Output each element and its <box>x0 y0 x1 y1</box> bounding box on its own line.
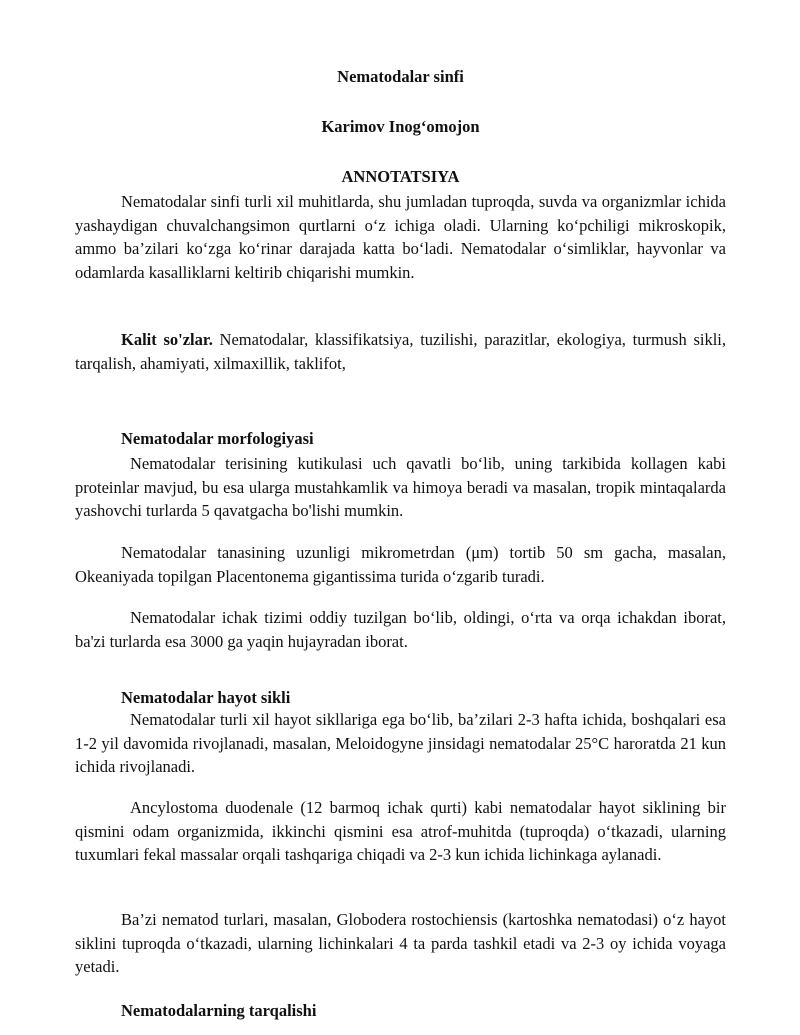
morphology-paragraph-2: Nematodalar tanasining uzunligi mikrometrdan (μm) tortib 50 sm gacha, masalan, Okeaniyada topilgan Placentonema gigantissima turida o‘zgarib turadi. <box>75 543 726 586</box>
morphology-paragraph-1: Nematodalar terisining kutikulasi uch qavatli bo‘lib, uning tarkibida kollagen kabi proteinlar mavjud, bu esa ularga mustahkamlik va himoya beradi va masalan, tropik mintaqalarda yashovchi turlarda 5 qavatgacha bo'lishi mumkin. <box>75 454 726 520</box>
author-name: Karimov Inog‘omojon <box>321 117 480 136</box>
life-cycle-paragraph-3: Ba’zi nematod turlari, masalan, Globodera rostochiensis (kartoshka nematodasi) o‘z hayot siklini tuproqda o‘tkazadi, ularning lichinkalari 4 ta parda tashkil etadi va 2-3 oy ichida voyaga yetadi. <box>75 910 726 976</box>
keywords-list: Nematodalar, klassifikatsiya, tuzilishi, parazitlar, ekologiya, turmush sikli, tarqalish, ahamiyati, xilmaxillik, taklifot, <box>75 330 726 373</box>
life-cycle-paragraph-1: Nematodalar turli xil hayot sikllariga ega bo‘lib, ba’zilari 2-3 hafta ichida, boshqalari esa 1-2 yil davomida rivojlanadi, masalan, Meloidogyne jinsidagi nematodalar 25°C haroratda 21 kun ichida rivojlanadi. <box>75 710 726 776</box>
keywords-paragraph <box>75 328 726 375</box>
life-cycle-paragraph-2: Ancylostoma duodenale (12 barmoq ichak qurti) kabi nematodalar hayot siklining bir qismini odam organizmida, ikkinchi qismini esa atrof-muhitda (tuproqda) o‘tkazadi, ularning tuxumlari fekal massalar orqali tashqariga chiqadi va 2-3 kun ichida lichinkaga aylanadi. <box>75 798 726 864</box>
morphology-paragraph-3: Nematodalar ichak tizimi oddiy tuzilgan bo‘lib, oldingi, o‘rta va orqa ichakdan iborat, ba'zi turlarda esa 3000 ga yaqin hujayradan iborat. <box>75 608 726 651</box>
section-heading-distribution: Nematodalarning tarqalishi <box>121 1001 317 1020</box>
keywords-label: Kalit so'zlar. <box>121 330 213 349</box>
annotation-heading: ANNOTATSIYA <box>341 167 460 186</box>
section-heading-morphology: Nematodalar morfologiyasi <box>121 429 314 448</box>
section-heading-life-cycle: Nematodalar hayot sikli <box>121 688 291 707</box>
document-title: Nematodalar sinfi <box>337 67 464 86</box>
annotation-paragraph: Nematodalar sinfi turli xil muhitlarda, shu jumladan tuproqda, suvda va organizmlar ichida yashaydigan chuvalchangsimon qurtlarni o‘z ichiga oladi. Ularning ko‘pchiligi mikroskopik, ammo ba’zilari ko‘zga ko‘rinar darajada katta bo‘ladi. Nematodalar o‘simliklar, hayvonlar va odamlarda kasalliklarni keltirib chiqarishi mumkin. <box>75 192 726 282</box>
